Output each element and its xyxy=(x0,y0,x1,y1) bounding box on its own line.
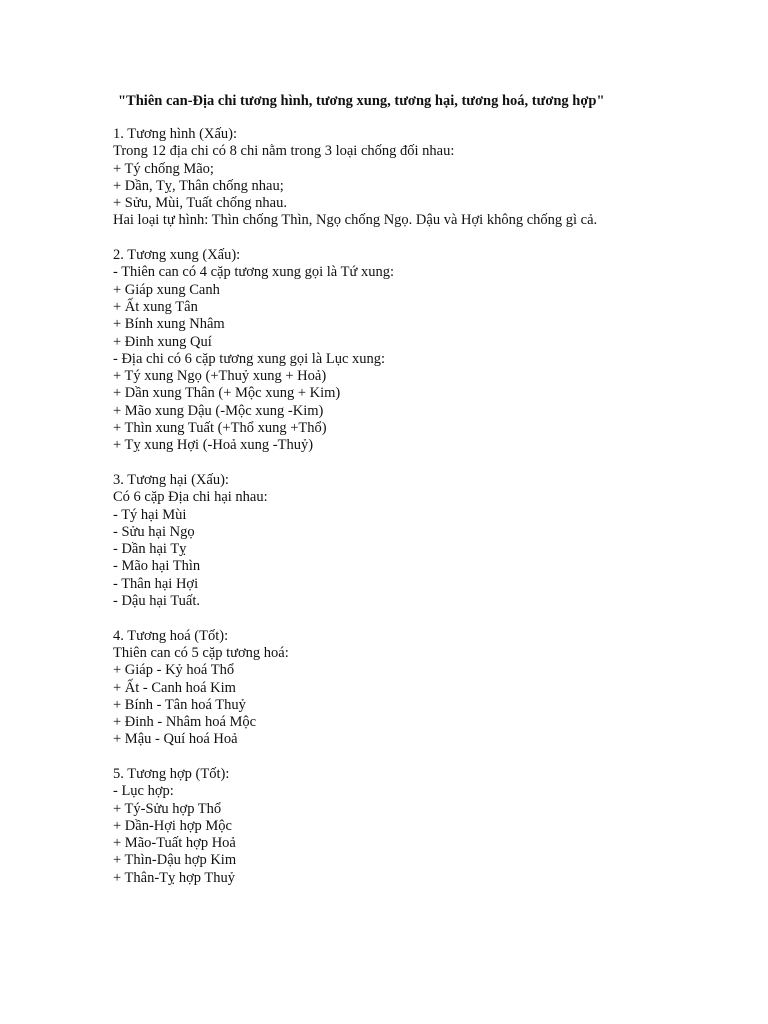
section-heading: 1. Tương hình (Xấu): xyxy=(113,126,237,142)
section-3 xyxy=(113,472,597,610)
text-line: - Mão hại Thìn xyxy=(113,558,201,575)
text-line: - Thân hại Hợi xyxy=(113,575,199,592)
text-line: + Đinh xung Quí xyxy=(113,333,212,350)
text-line: Thiên can có 5 cặp tương hoá: xyxy=(113,644,289,661)
text-line: - Lục hợp: xyxy=(113,783,174,800)
text-line: + Tý-Sửu hợp Thổ xyxy=(113,800,222,817)
text-line: + Dần xung Thân (+ Mộc xung + Kim) xyxy=(113,385,341,402)
section-spacer xyxy=(113,230,597,247)
text-line: + Ất - Canh hoá Kim xyxy=(113,679,236,696)
text-line: + Bính xung Nhâm xyxy=(113,316,225,333)
text-line: Có 6 cặp Địa chi hại nhau: xyxy=(113,489,268,506)
text-line: + Đinh - Nhâm hoá Mộc xyxy=(113,714,257,731)
text-line: + Giáp - Kỷ hoá Thổ xyxy=(113,662,235,679)
section-heading: 5. Tương hợp (Tốt): xyxy=(113,765,230,782)
text-line: + Mão-Tuất hợp Hoả xyxy=(113,835,236,852)
text-line: - Thiên can có 4 cặp tương xung gọi là Tứ xung: xyxy=(113,264,394,281)
text-line: + Thìn xung Tuất (+Thổ xung +Thổ) xyxy=(113,420,327,437)
section-heading: 3. Tương hại (Xấu): xyxy=(113,471,229,488)
section-spacer xyxy=(113,455,597,472)
text-line: - Tý hại Mùi xyxy=(113,506,187,523)
section-1 xyxy=(113,126,597,230)
document-body xyxy=(113,126,597,887)
text-line: + Tý xung Ngọ (+Thuỷ xung + Hoả) xyxy=(113,368,327,385)
text-line: + Mão xung Dậu (-Mộc xung -Kim) xyxy=(113,402,324,419)
document-title: "Thiên can-Địa chi tương hình, tương xung, tương hại, tương hoá, tương hợp" xyxy=(118,93,605,109)
text-line: + Sửu, Mùi, Tuất chống nhau. xyxy=(113,195,287,212)
text-line: + Tý chống Mão; xyxy=(113,160,214,177)
text-line: + Dần, Tỵ, Thân chống nhau; xyxy=(113,177,284,194)
section-spacer xyxy=(113,610,597,627)
text-line: - Địa chi có 6 cặp tương xung gọi là Lục xung: xyxy=(113,350,386,367)
section-heading: 4. Tương hoá (Tốt): xyxy=(113,627,229,644)
text-line: - Dần hại Tỵ xyxy=(113,541,187,558)
text-line: + Giáp xung Canh xyxy=(113,281,220,298)
section-heading: 2. Tương xung (Xấu): xyxy=(113,247,241,264)
text-line: + Ất xung Tân xyxy=(113,298,198,315)
text-line: + Dần-Hợi hợp Mộc xyxy=(113,817,232,834)
text-line: + Mậu - Quí hoá Hoả xyxy=(113,731,238,748)
text-line: + Thìn-Dậu hợp Kim xyxy=(113,852,237,869)
section-5 xyxy=(113,766,597,887)
text-line: Hai loại tự hình: Thìn chống Thìn, Ngọ chống Ngọ. Dậu và Hợi không chống gì cả. xyxy=(113,212,598,229)
text-line: + Bính - Tân hoá Thuỷ xyxy=(113,696,246,713)
text-line: + Tỵ xung Hợi (-Hoả xung -Thuỷ) xyxy=(113,437,314,454)
section-4 xyxy=(113,628,597,749)
text-line: Trong 12 địa chi có 8 chi nằm trong 3 loại chống đối nhau: xyxy=(113,143,455,160)
section-spacer xyxy=(113,749,597,766)
text-line: + Thân-Tỵ hợp Thuỷ xyxy=(113,869,236,886)
text-line: - Sửu hại Ngọ xyxy=(113,523,195,540)
text-line: - Dậu hại Tuất. xyxy=(113,593,200,610)
section-2 xyxy=(113,247,597,455)
